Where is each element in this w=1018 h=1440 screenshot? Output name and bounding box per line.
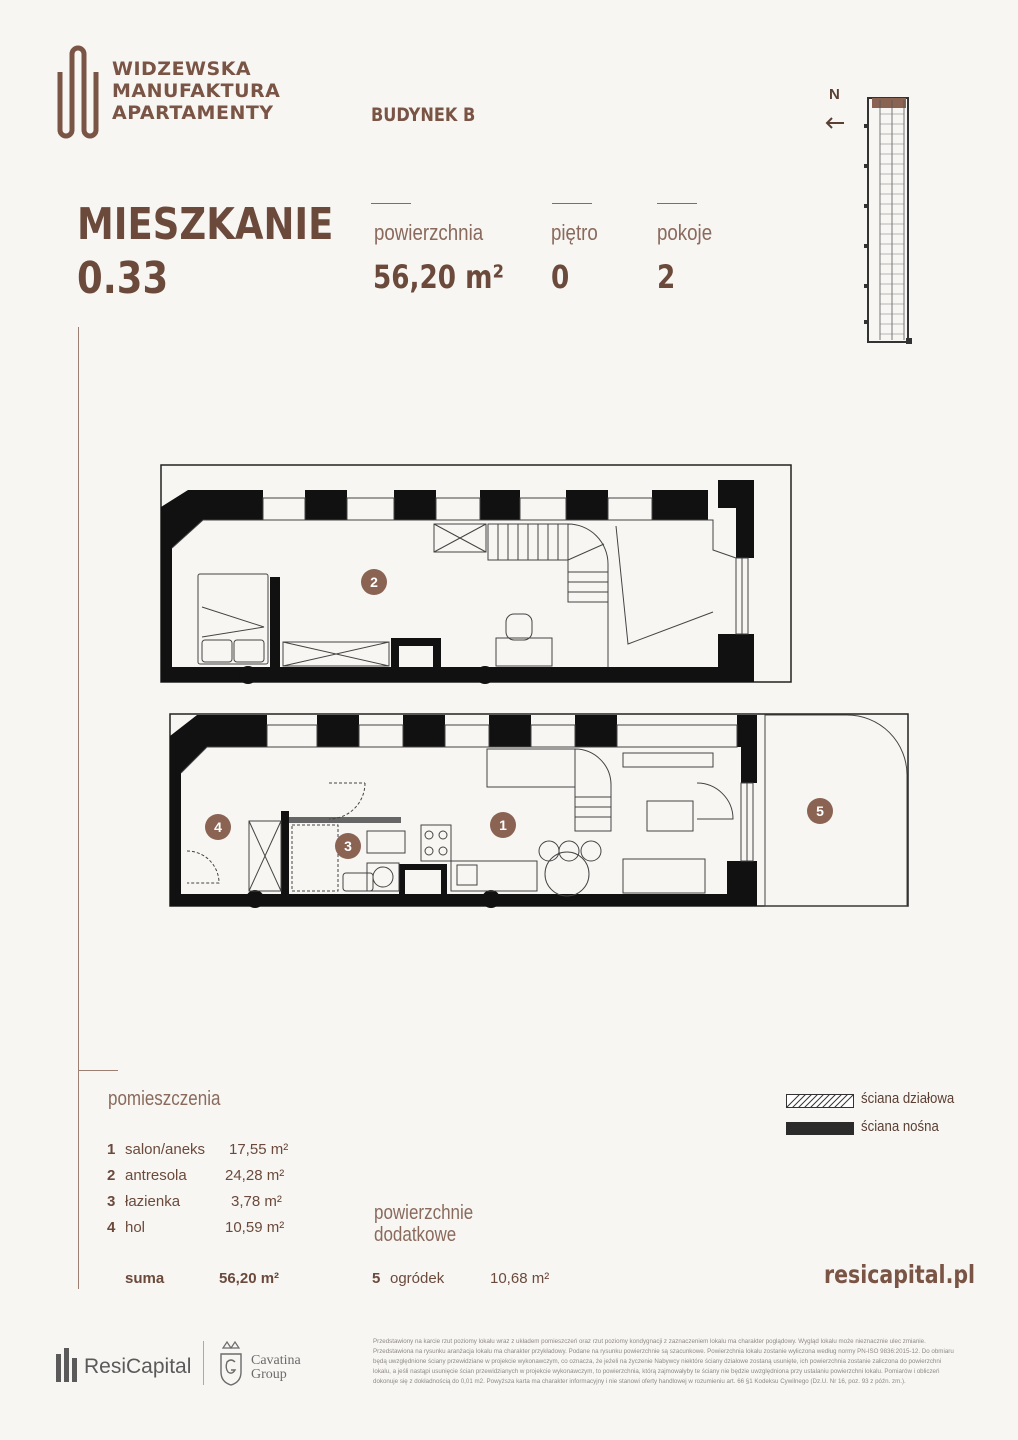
legend-partition-swatch (786, 1094, 854, 1108)
section-rule (78, 1070, 118, 1071)
room-row: 1 salon/aneks 17,55 m² (107, 1141, 289, 1158)
room-row: 2 antresola 24,28 m² (107, 1167, 285, 1184)
room-row: 3 łazienka 3,78 m² (107, 1193, 282, 1210)
stat-rooms-label: pokoje (657, 220, 713, 245)
stat-rule (371, 203, 411, 204)
apartment-number: 0.33 (77, 253, 169, 304)
rooms-title: pomieszczenia (108, 1088, 221, 1110)
stat-rule (552, 203, 592, 204)
stat-floor-label: piętro (551, 220, 598, 245)
logo-line-3: APARTAMENTY (112, 102, 274, 124)
compass-label: N (829, 86, 840, 103)
rooms-sum-value: 56,20 m² (219, 1270, 280, 1287)
room-badge-1: 1 (499, 817, 507, 833)
building-key-plan (862, 94, 914, 346)
legend-bearing-swatch (786, 1122, 854, 1135)
cavatina-logo-text: Cavatina Group (251, 1353, 301, 1382)
extra-area: 10,68 m² (490, 1270, 550, 1287)
stat-rooms-value: 2 (657, 258, 676, 296)
resicapital-logo-text: ResiCapital (84, 1355, 192, 1378)
rooms-list (107, 1141, 297, 1245)
cavatina-logo-icon (218, 1340, 244, 1386)
left-rule (78, 327, 79, 1289)
apartment-label: MIESZKANIE (77, 199, 334, 250)
room-badge-3: 3 (344, 838, 352, 854)
legend-partition-label: ściana działowa (861, 1090, 955, 1107)
footer-divider (203, 1341, 204, 1385)
building-label: BUDYNEK B (371, 104, 476, 126)
arrow-left-icon (824, 116, 846, 130)
rooms-sum-label: suma (125, 1270, 165, 1287)
stat-rule (657, 203, 697, 204)
room-badge-4: 4 (214, 819, 222, 835)
logo-line-1: WIDZEWSKA (112, 58, 252, 80)
resicapital-logo-icon (56, 1344, 80, 1382)
room-badge-2: 2 (370, 574, 378, 590)
stat-floor-value: 0 (551, 258, 570, 296)
brand-logo-mark (56, 42, 104, 142)
website-link[interactable]: resicapital.pl (824, 1260, 976, 1289)
room-row: 4 hol 10,59 m² (107, 1219, 285, 1236)
logo-line-2: MANUFAKTURA (112, 80, 281, 102)
stat-area-label: powierzchnia (374, 220, 484, 245)
extra-title: powierzchnie dodatkowe (374, 1202, 474, 1246)
extra-row: 5 ogródek (372, 1270, 445, 1287)
stat-area-value: 56,20 m² (373, 258, 504, 296)
room-badge-5: 5 (816, 803, 824, 819)
legend-bearing-label: ściana nośna (861, 1118, 939, 1135)
floor-plan-mezzanine (158, 462, 794, 686)
apartment-title (77, 198, 333, 306)
floor-plan-ground (167, 711, 911, 909)
brand-logo-text (112, 58, 280, 124)
legal-disclaimer: Przedstawiony na karcie rzut poziomy lokalu wraz z układem pomieszczeń oraz rzut poziomy kondygnacji z zaznaczeniem lokalu ma charakter poglądowy. Wygląd lokalu może nieznacznie ulec zmianie. Przedstawiona na rysunku aranżacja lokalu ma charakter przykładowy. Podane na rysunku powierzchnie są szacunkowe. Powierzchnia lokalu zostanie wyliczona według normy PN-ISO 9836:2015-12. Do obmiaru będą uwzględnione ściany przewidziane w projekcie wykonawczym, co oznacza, że jeżeli na życzenie Nabywcy niektóre ściany działowe zostaną usunięte, ich powierzchnia zostanie zaliczona do powierzchni lokalu, a jeśli nastąpi usunięcie ścian przewidzianych w projekcie wykonawczym, to powierzchnia, którą zajmowałyby te ściany nie będzie uwzględniona przy ustalaniu powierzchni lokalu. Pomiarów i obliczeń dokonuje się z dokładnością do 0,01 m2. Powyższa karta ma charakter informacyjny i nie stanowi oferty handlowej w rozumieniu art. 66 §1 Kodeksu Cywilnego (Dz.U. Nr 16, poz. 93 z późn. zm.). (373, 1338, 954, 1385)
